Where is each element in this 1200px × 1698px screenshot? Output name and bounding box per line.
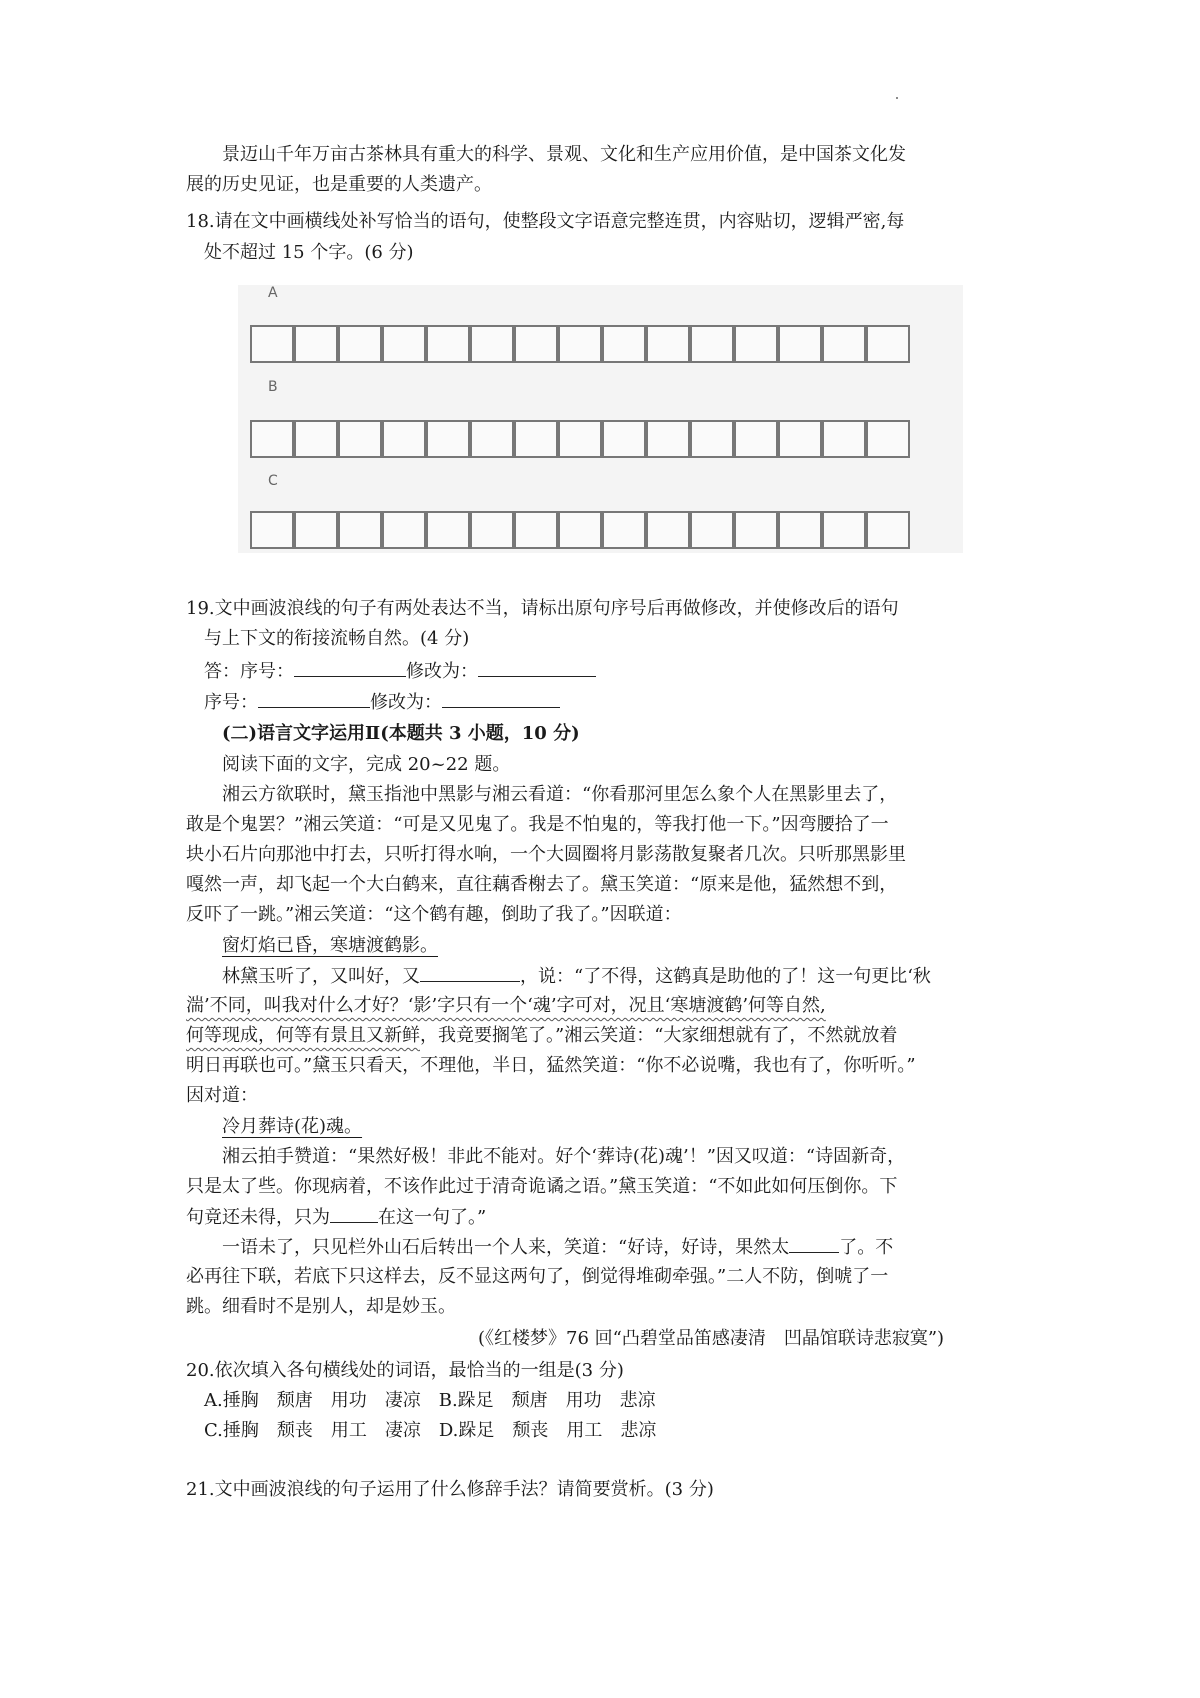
answer-cell[interactable] <box>734 420 778 458</box>
answer-cell[interactable] <box>822 325 866 363</box>
blank-3[interactable] <box>789 1232 839 1253</box>
grid-label-c: C <box>268 473 278 489</box>
passage-p2-line2 <box>186 991 826 1021</box>
passage-p2-line5: 因对道： <box>186 1085 258 1106</box>
answer-cell[interactable] <box>690 325 734 363</box>
passage-p1-line4: 嘎然一声，却飞起一个大白鹤来，直往藕香榭去了。黛玉笑道：“原来是他，猛然想不到， <box>186 874 898 895</box>
answer-cell[interactable] <box>294 420 338 458</box>
q19-revise-blank-2[interactable] <box>442 687 560 708</box>
q20-stem: 20.依次填入各句横线处的词语，最恰当的一组是(3 分) <box>186 1360 624 1381</box>
answer-cell[interactable] <box>426 420 470 458</box>
passage-p1-line2: 敢是个鬼罢？”湘云笑道：“可是又见鬼了。我是不怕鬼的，等我打他一下。”因弯腰拾了一 <box>186 814 889 835</box>
grid-label-a: A <box>268 285 278 301</box>
answer-cell[interactable] <box>866 511 910 549</box>
q18-stem-line2: 处不超过 15 个字。(6 分) <box>204 242 414 263</box>
answer-cell[interactable] <box>602 325 646 363</box>
answer-cell[interactable] <box>646 511 690 549</box>
blank-2[interactable] <box>330 1202 378 1223</box>
answer-cell[interactable] <box>250 511 294 549</box>
q19-seq-blank-1[interactable] <box>294 656 406 677</box>
answer-cell[interactable] <box>558 511 602 549</box>
q19-answer-row1 <box>204 656 596 687</box>
passage-p3-line2: 只是太了些。你现病着，不该作此过于清奇诡谲之语。”黛玉笑道：“不如此如何压倒你。下 <box>186 1176 898 1197</box>
passage-p1-line1: 湘云方欲联时，黛玉指池中黑影与湘云看道：“你看那河里怎么象个人在黑影里去了， <box>222 784 898 805</box>
q19-ans2-prefix: 序号： <box>204 692 258 713</box>
answer-cell[interactable] <box>338 511 382 549</box>
answer-row-a[interactable] <box>250 325 910 363</box>
passage-p4-line1 <box>222 1232 893 1263</box>
verse-line-1: 窗灯焰已昏，寒塘渡鹤影。 <box>222 935 438 956</box>
answer-cell[interactable] <box>338 420 382 458</box>
blank-1[interactable] <box>420 961 520 982</box>
answer-cell[interactable] <box>866 325 910 363</box>
answer-cell[interactable] <box>822 511 866 549</box>
answer-cell[interactable] <box>514 325 558 363</box>
q19-revise-blank-1[interactable] <box>478 656 596 677</box>
passage-p4-line1-b: 了。不 <box>839 1237 894 1258</box>
q19-ans2-mid: 修改为： <box>370 692 442 713</box>
answer-cell[interactable] <box>778 420 822 458</box>
q21-stem: 21.文中画波浪线的句子运用了什么修辞手法？请简要赏析。(3 分) <box>186 1479 714 1500</box>
answer-cell[interactable] <box>514 420 558 458</box>
q20-options-row1[interactable]: A.捶胸 颓唐 用功 凄凉 B.跺足 颓唐 用功 悲凉 <box>204 1390 656 1411</box>
answer-cell[interactable] <box>294 325 338 363</box>
answer-cell[interactable] <box>734 511 778 549</box>
q19-ans1-prefix: 答：序号： <box>204 661 294 682</box>
q18-stem-line1: 18.请在文中画横线处补写恰当的语句，使整段文字语意完整连贯，内容贴切，逻辑严密,每 <box>186 211 905 232</box>
answer-cell[interactable] <box>866 420 910 458</box>
answer-cell[interactable] <box>602 420 646 458</box>
passage-p1-line5: 反吓了一跳。”湘云笑道：“这个鹤有趣，倒助了我了。”因联道： <box>186 904 682 925</box>
scan-speck <box>896 97 898 99</box>
passage-p3-line3 <box>186 1202 486 1233</box>
answer-cell[interactable] <box>470 511 514 549</box>
answer-cell[interactable] <box>558 325 602 363</box>
q19-seq-blank-2[interactable] <box>258 687 370 708</box>
passage-p2-line1-a: 林黛玉听了，又叫好，又 <box>222 966 420 987</box>
q20-options-row2[interactable]: C.捶胸 颓丧 用工 凄凉 D.跺足 颓丧 用工 悲凉 <box>204 1420 657 1441</box>
passage-p4-line2: 必再往下联，若底下只这样去，反不显这两句了，倒觉得堆砌牵强。”二人不防，倒唬了一 <box>186 1266 889 1287</box>
para-top-line1: 景迈山千年万亩古茶林具有重大的科学、景观、文化和生产应用价值，是中国茶文化发 <box>222 144 906 165</box>
passage-p3-line1: 湘云拍手赞道：“果然好极！非此不能对。好个‘葬诗(花)魂’！”因又叹道：“诗固新奇， <box>222 1146 906 1167</box>
passage-p2-line1 <box>222 961 931 992</box>
passage-p3-line3-b: 在这一句了。” <box>378 1207 487 1228</box>
answer-cell[interactable] <box>602 511 646 549</box>
wavy-sentence-part1: 湍’不同，叫我对什么才好？‘影’字只有一个‘魂’字可对，况且‘寒塘渡鹤’何等自然, <box>186 995 826 1016</box>
answer-cell[interactable] <box>778 325 822 363</box>
answer-cell[interactable] <box>294 511 338 549</box>
passage-p2-line3 <box>186 1021 897 1051</box>
answer-row-c[interactable] <box>250 511 910 549</box>
answer-cell[interactable] <box>822 420 866 458</box>
answer-cell[interactable] <box>382 511 426 549</box>
passage-source: (《红楼梦》76 回“凸碧堂品笛感凄清 凹晶馆联诗悲寂寞”) <box>478 1328 945 1349</box>
answer-cell[interactable] <box>690 420 734 458</box>
answer-cell[interactable] <box>250 420 294 458</box>
passage-p4-line3: 跳。细看时不是别人，却是妙玉。 <box>186 1296 456 1317</box>
passage-p2-line4: 明日再联也可。”黛玉只看天，不理他，半日，猛然笑道：“你不必说嘴，我也有了，你听听。” <box>186 1055 916 1076</box>
answer-cell[interactable] <box>646 420 690 458</box>
grid-label-b: B <box>268 379 278 395</box>
passage-p2-line3-b: ，我竟要搁笔了。”湘云笑道：“大家细想就有了，不然就放着 <box>420 1025 898 1046</box>
answer-cell[interactable] <box>470 420 514 458</box>
wavy-sentence-part2: 何等现成，何等有景且又新鲜 <box>186 1025 420 1046</box>
answer-cell[interactable] <box>514 511 558 549</box>
answer-cell[interactable] <box>250 325 294 363</box>
q19-stem-line2: 与上下文的衔接流畅自然。(4 分) <box>204 628 470 649</box>
passage-p1-line3: 块小石片向那池中打去，只听打得水响，一个大圆圈将月影荡散复聚者几次。只听那黑影里 <box>186 844 906 865</box>
answer-cell[interactable] <box>646 325 690 363</box>
answer-cell[interactable] <box>338 325 382 363</box>
verse-line-2: 冷月葬诗(花)魂。 <box>222 1116 363 1137</box>
answer-row-b[interactable] <box>250 420 910 458</box>
answer-cell[interactable] <box>470 325 514 363</box>
passage-p4-line1-a: 一语未了，只见栏外山石后转出一个人来，笑道：“好诗，好诗，果然太 <box>222 1237 790 1258</box>
passage-p2-line1-b: ，说：“了不得，这鹤真是助他的了！这一句更比‘秋 <box>520 966 931 987</box>
q19-ans1-mid: 修改为： <box>406 661 478 682</box>
para-top-line2: 展的历史见证，也是重要的人类遗产。 <box>186 174 492 195</box>
q19-answer-row2 <box>204 687 560 718</box>
answer-cell[interactable] <box>426 511 470 549</box>
answer-cell[interactable] <box>558 420 602 458</box>
answer-cell[interactable] <box>382 325 426 363</box>
q18-answer-grid <box>238 285 963 553</box>
section2-instruction: 阅读下面的文字，完成 20~22 题。 <box>222 754 511 775</box>
passage-p3-line3-a: 句竟还未得，只为 <box>186 1207 330 1228</box>
answer-cell[interactable] <box>382 420 426 458</box>
answer-cell[interactable] <box>734 325 778 363</box>
answer-cell[interactable] <box>426 325 470 363</box>
answer-cell[interactable] <box>690 511 734 549</box>
section2-heading: (二)语言文字运用Ⅱ(本题共 3 小题，10 分) <box>222 723 580 744</box>
q19-stem-line1: 19.文中画波浪线的句子有两处表达不当，请标出原句序号后再做修改，并使修改后的语句 <box>186 598 899 619</box>
answer-cell[interactable] <box>778 511 822 549</box>
